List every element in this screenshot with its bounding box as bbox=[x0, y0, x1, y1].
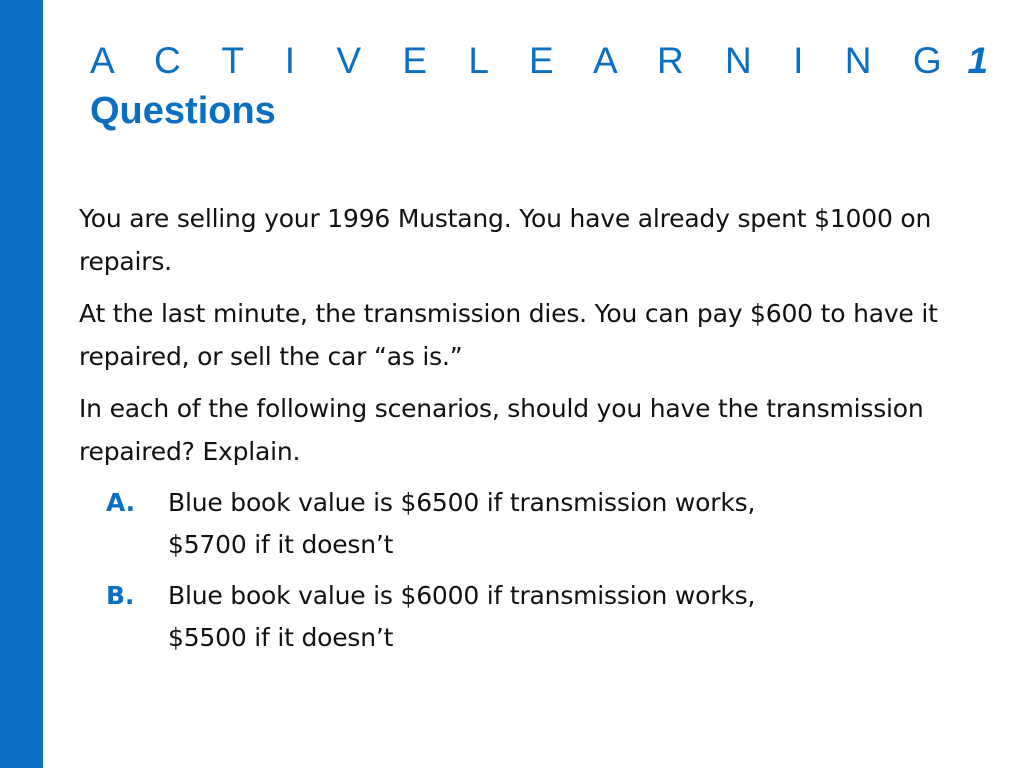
scenario-a-line-1: Blue book value is $6500 if transmission works, bbox=[168, 488, 756, 517]
title-block bbox=[90, 38, 988, 134]
paragraph-transmission: At the last minute, the transmission dies. You can pay $600 to have it repaired, or sell the car “as is.” bbox=[79, 299, 938, 371]
scenario-item-b bbox=[79, 575, 994, 659]
scenario-a-line-2: $5700 if it doesn’t bbox=[168, 530, 394, 559]
scenario-list bbox=[79, 482, 994, 659]
scenario-marker-a: A. bbox=[106, 488, 135, 517]
title-text: A C T I V E L E A R N I N G bbox=[90, 40, 958, 81]
slide-body bbox=[79, 197, 994, 668]
paragraph-intro: You are selling your 1996 Mustang. You have already spent $1000 on repairs. bbox=[79, 204, 932, 276]
title-number: 1 bbox=[967, 40, 989, 81]
scenario-item-a bbox=[79, 482, 994, 566]
slide-title bbox=[90, 38, 988, 84]
slide-subtitle: Questions bbox=[90, 90, 276, 132]
scenario-b-line-1: Blue book value is $6000 if transmission works, bbox=[168, 581, 756, 610]
scenario-b-line-2: $5500 if it doesn’t bbox=[168, 623, 394, 652]
scenario-marker-b: B. bbox=[106, 581, 135, 610]
accent-bar bbox=[0, 0, 43, 768]
paragraph-question: In each of the following scenarios, should you have the transmission repaired? Explain. bbox=[79, 394, 924, 466]
